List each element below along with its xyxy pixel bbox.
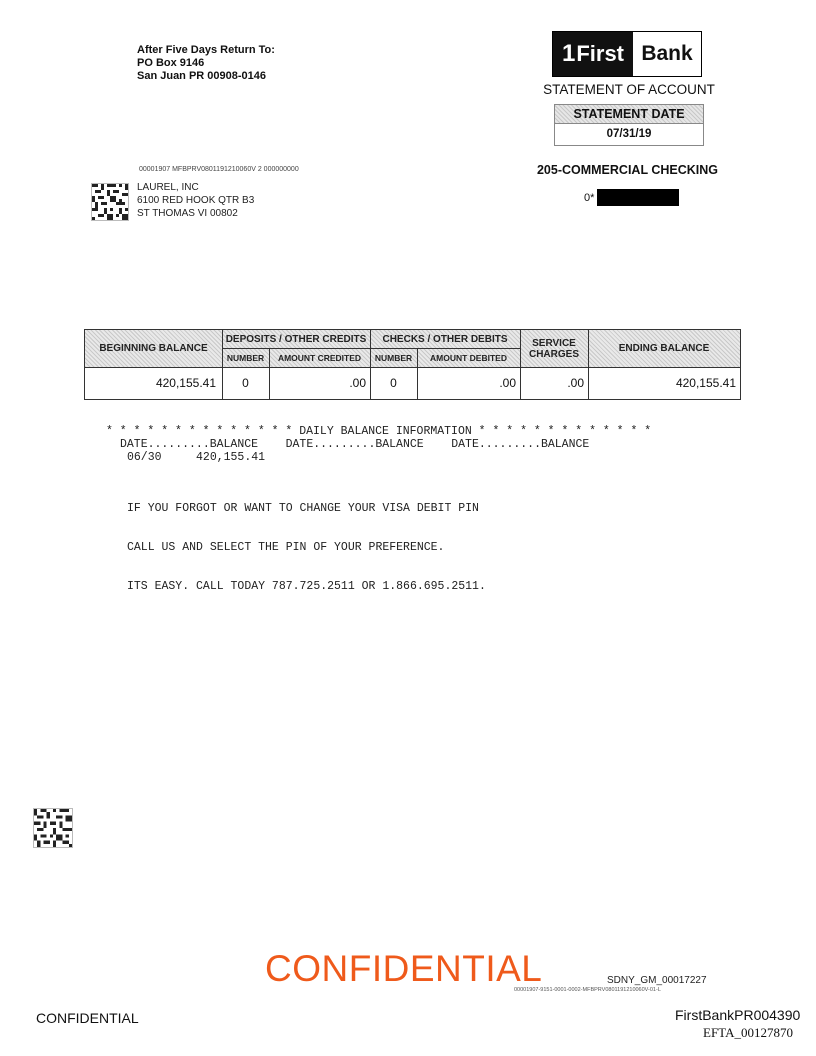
firstbank-document-id: FirstBankPR004390 [675, 1007, 801, 1023]
header-amount-debited: AMOUNT DEBITED [430, 352, 507, 363]
redaction-bar [597, 189, 679, 206]
statement-date-box [554, 104, 704, 146]
value-beginning-balance: 420,155.41 [155, 376, 216, 390]
value-amount-debited: .00 [499, 376, 516, 390]
efta-document-id: EFTA_00127870 [703, 1025, 793, 1040]
account-number [584, 189, 679, 206]
value-amount-credited: .00 [349, 376, 366, 390]
statement-title: STATEMENT OF ACCOUNT [543, 82, 715, 97]
barcode-graphic [92, 184, 128, 220]
subheader-divider [222, 348, 520, 349]
document-code: 00001907-9151-0001-0002-MFBPRV0801191210060V-01-L [514, 987, 661, 993]
return-address-line2: PO Box 9146 [137, 57, 205, 69]
barcode-graphic [34, 809, 72, 847]
addressee-street: 6100 RED HOOK QTR B3 [137, 195, 255, 206]
header-amount-credited: AMOUNT CREDITED [277, 352, 362, 363]
logo-first-block [553, 32, 633, 76]
bates-number: SDNY_GM_00017227 [607, 975, 707, 986]
header-deposits-number: NUMBER [226, 352, 265, 363]
tracking-code: 00001907 MFBPRV0801191210060V 2 000000000 [139, 166, 299, 173]
confidential-label: CONFIDENTIAL [36, 1010, 139, 1026]
statement-date-value: 07/31/19 [606, 128, 652, 140]
pin-notice [127, 476, 486, 606]
header-ending-balance: ENDING BALANCE [618, 343, 710, 354]
value-checks-number: 0 [390, 376, 397, 390]
header-deposits: DEPOSITS / OTHER CREDITS [225, 333, 367, 345]
account-number-prefix: 0* [584, 191, 595, 204]
header-checks: CHECKS / OTHER DEBITS [382, 333, 508, 345]
account-summary-table [84, 329, 741, 400]
daily-balance-entry: 06/30 420,155.41 [127, 451, 266, 464]
addressee-city: ST THOMAS VI 00802 [137, 208, 238, 219]
pin-notice-line1: IF YOU FORGOT OR WANT TO CHANGE YOUR VISA DEBIT PIN [127, 502, 479, 515]
header-beginning-balance: BEGINNING BALANCE [99, 343, 208, 354]
firstbank-logo [552, 31, 702, 77]
daily-balance-title: * * * * * * * * * * * * * * DAILY BALANCE INFORMATION * * * * * * * * * * * * * [106, 425, 652, 438]
daily-balance-columns: DATE.........BALANCE DATE.........BALANCE DATE.........BALANCE [120, 438, 590, 451]
pin-notice-line3: ITS EASY. CALL TODAY 787.725.2511 OR 1.866.695.2511. [127, 580, 486, 593]
header-service-charges: SERVICE CHARGES [528, 337, 579, 360]
barcode-icon [91, 183, 129, 221]
logo-number: 1 [561, 40, 576, 67]
confidential-stamp: CONFIDENTIAL [265, 948, 543, 989]
addressee-block [137, 181, 254, 220]
return-address [137, 44, 275, 83]
value-ending-balance: 420,155.41 [675, 376, 736, 390]
return-address-line1: After Five Days Return To: [137, 44, 275, 56]
header-checks-number: NUMBER [374, 352, 413, 363]
addressee-name: LAUREL, INC [137, 182, 199, 193]
value-deposits-number: 0 [242, 376, 249, 390]
barcode-icon [33, 808, 73, 848]
statement-date-label: STATEMENT DATE [555, 105, 703, 124]
account-type: 205-COMMERCIAL CHECKING [536, 163, 719, 177]
value-service-charges: .00 [567, 376, 584, 390]
return-address-line3: San Juan PR 00908-0146 [137, 70, 267, 82]
logo-word-bank: Bank [641, 42, 693, 65]
logo-word-first: First [576, 41, 625, 66]
pin-notice-line2: CALL US AND SELECT THE PIN OF YOUR PREFERENCE. [127, 541, 445, 554]
